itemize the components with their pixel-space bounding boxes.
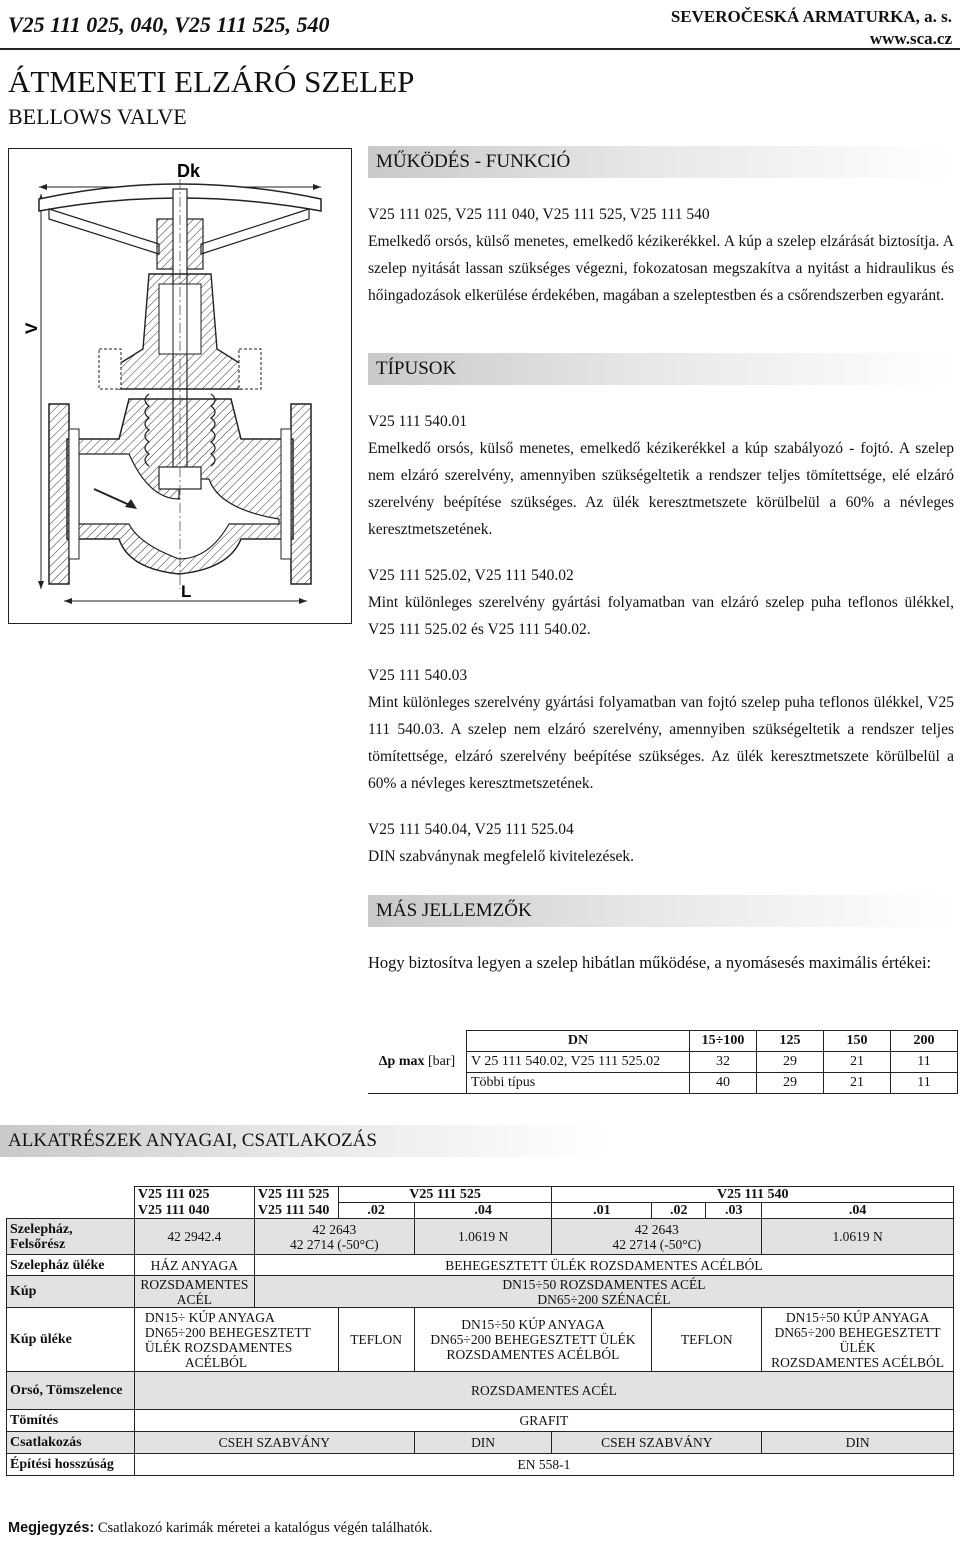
- col-header: .04: [762, 1203, 954, 1219]
- row-label: Építési hosszúság: [7, 1454, 135, 1476]
- section-other-heading: MÁS JELLEMZŐK: [368, 895, 952, 927]
- table-row: [7, 1454, 954, 1476]
- row-label: Szelepház üléke: [7, 1255, 135, 1276]
- section-function-heading: MŰKÖDÉS - FUNKCIÓ: [368, 146, 952, 178]
- dim-l: L: [181, 582, 192, 601]
- table-row: [7, 1432, 954, 1454]
- col-header: .01: [552, 1203, 652, 1219]
- dim-dk: Dk: [177, 161, 201, 181]
- cell-value: 11: [891, 1052, 958, 1073]
- table-row: [7, 1410, 954, 1432]
- row-label: Kúp: [7, 1276, 135, 1308]
- valve-drawing: [8, 148, 352, 624]
- function-text: Emelkedő orsós, külső menetes, emelkedő kézikerékkel. A kúp a szelep elzárását biztosítja. A szelep nyitását lassan szükséges végezni, fokozatosan megszakítva a nyitást a hidraulikus és hőingadozások elkerülése érdekében, magában a szeleptestben és a csőrendszerben egyaránt.: [368, 233, 954, 304]
- dim-v: V: [22, 322, 41, 334]
- company-block: [671, 6, 952, 50]
- row-label: Szelepház, Felsőrész: [7, 1219, 135, 1255]
- cell-line: ACÉLBÓL: [184, 1354, 248, 1370]
- col-header: .03: [706, 1203, 762, 1219]
- cell-line: ROZSDAMENTES ACÉLBÓL: [446, 1347, 620, 1362]
- row-label: Többi típus: [467, 1073, 690, 1094]
- table-row: [7, 1255, 954, 1276]
- cell-value: CSEH SZABVÁNY: [552, 1432, 762, 1454]
- dn-value: 125: [757, 1031, 824, 1052]
- cell-value: HÁZ ANYAGA: [134, 1255, 254, 1276]
- dp-unit: [bar]: [428, 1053, 456, 1069]
- cell-value: 42 2942.4: [134, 1219, 254, 1255]
- company-website[interactable]: www.sca.cz: [869, 29, 952, 48]
- row-label: Csatlakozás: [7, 1432, 135, 1454]
- function-title: V25 111 025, V25 111 040, V25 111 525, V25 111 540: [368, 206, 710, 223]
- cell-value: [552, 1219, 762, 1255]
- cell-line: ROZSDAMENTES: [140, 1276, 249, 1292]
- type-title: V25 111 525.02, V25 111 540.02: [368, 567, 574, 584]
- cell-line: DN65÷200 BEHEGESZTETT ÜLÉK: [774, 1324, 941, 1355]
- type-text: Mint különleges szerelvény gyártási folyamatban van elzáró szelep puha teflonos ülékkel, V25 111 525.02 és V25 111 540.02.: [368, 594, 954, 638]
- row-label: V 25 111 540.02, V25 111 525.02: [467, 1052, 690, 1073]
- col-header: V25 111 025: [134, 1187, 254, 1203]
- col-header: .04: [414, 1203, 552, 1219]
- cell-value: TEFLON: [338, 1308, 414, 1372]
- product-codes: V25 111 025, 040, V25 111 525, 540: [8, 12, 330, 37]
- dn-value: 15÷100: [690, 1031, 757, 1052]
- cell-value: [254, 1276, 953, 1308]
- cell-line: 42 2714 (-50°C): [289, 1236, 379, 1252]
- cell-line: ROZSDAMENTES ACÉLBÓL: [771, 1354, 945, 1370]
- cell-line: 42 2714 (-50°C): [612, 1236, 702, 1252]
- cell-value: [762, 1308, 954, 1372]
- col-header: V25 111 540: [254, 1203, 338, 1219]
- cell-value: 29: [757, 1052, 824, 1073]
- cell-line: DN65÷200 BEHEGESZTETT: [144, 1324, 311, 1340]
- cell-value: EN 558-1: [134, 1454, 953, 1476]
- type-text: Emelkedő orsós, külső menetes, emelkedő kézikerékkel a kúp szabályozó - fojtó. A szelep nem elzáró szerelvény, amennyiben szükségeltetik a rendszer teljes tömítettsége, elé elzáró szerelvény beépítése szükséges. Az ülék keresztmetszete körülbelül a 60% a névleges keresztmetszetének.: [368, 440, 954, 538]
- function-text-block: [368, 201, 954, 309]
- type-item: [368, 816, 954, 870]
- materials-table: [6, 1186, 954, 1476]
- cell-line: 42 2643: [634, 1221, 679, 1237]
- pressure-drop-table: [368, 1030, 958, 1094]
- row-label: Kúp üléke: [7, 1308, 135, 1372]
- cell-line: DN15÷50 KÚP ANYAGA: [461, 1317, 605, 1332]
- cell-value: GRAFIT: [134, 1410, 953, 1432]
- row-label: Orsó, Tömszelence: [7, 1372, 135, 1410]
- row-label: Tömítés: [7, 1410, 135, 1432]
- col-header: V25 111 040: [134, 1203, 254, 1219]
- type-text: Mint különleges szerelvény gyártási folyamatban van fojtó szelep puha teflonos ülékkel, V25 111 540.03. A szelep nem elzáró szerelvény, amennyiben szükségeltetik a rendszer teljes tömítettsége, elzáró szerelvény beépítése szükséges. Az ülék keresztmetszete körülbelül a 60% a névleges keresztmetszetének.: [368, 694, 954, 792]
- type-item: [368, 662, 954, 797]
- cell-line: DN15÷50 ROZSDAMENTES ACÉL: [502, 1276, 706, 1292]
- section-types-heading: TÍPUSOK: [368, 353, 952, 385]
- dn-value: 150: [824, 1031, 891, 1052]
- table-row: [7, 1308, 954, 1372]
- section-materials-heading: ALKATRÉSZEK ANYAGAI, CSATLAKOZÁS: [0, 1125, 608, 1157]
- footnote: [8, 1520, 432, 1537]
- dn-header: DN: [467, 1031, 690, 1052]
- cell-value: BEHEGESZTETT ÜLÉK ROZSDAMENTES ACÉLBÓL: [254, 1255, 953, 1276]
- table-row: [7, 1219, 954, 1255]
- cell-value: TEFLON: [652, 1308, 762, 1372]
- cell-line: DN65÷200 BEHEGESZTETT ÜLÉK: [430, 1332, 636, 1347]
- cell-value: 1.0619 N: [414, 1219, 552, 1255]
- cell-line: ÜLÉK ROZSDAMENTES: [144, 1339, 293, 1355]
- col-header: V25 111 525: [254, 1187, 338, 1203]
- cell-value: [254, 1219, 414, 1255]
- type-item: [368, 408, 954, 543]
- table-row: [7, 1276, 954, 1308]
- cell-value: [414, 1308, 652, 1372]
- type-text: DIN szabványnak megfelelő kivitelezések.: [368, 848, 634, 865]
- cell-value: 11: [891, 1073, 958, 1094]
- cell-value: 29: [757, 1073, 824, 1094]
- table-row: [7, 1372, 954, 1410]
- type-item: [368, 562, 954, 643]
- cell-value: 21: [824, 1073, 891, 1094]
- page-title: ÁTMENETI ELZÁRÓ SZELEP: [8, 64, 415, 99]
- note-label: Megjegyzés:: [8, 1520, 95, 1536]
- type-title: V25 111 540.03: [368, 667, 468, 684]
- cell-value: ROZSDAMENTES ACÉL: [134, 1372, 953, 1410]
- company-name: SEVEROČESKÁ ARMATURKA, a. s.: [670, 7, 952, 26]
- col-header: V25 111 525: [338, 1187, 552, 1203]
- other-text: Hogy biztosítva legyen a szelep hibátlan működése, a nyomásesés maximális értékei:: [368, 953, 932, 972]
- cell-value: 1.0619 N: [762, 1219, 954, 1255]
- cell-value: 40: [690, 1073, 757, 1094]
- cell-value: 21: [824, 1052, 891, 1073]
- cell-line: DN15÷50 KÚP ANYAGA: [785, 1309, 930, 1325]
- cell-value: 32: [690, 1052, 757, 1073]
- header-divider: [0, 48, 960, 50]
- col-header: V25 111 540: [552, 1187, 954, 1203]
- cell-line: ACÉL: [176, 1291, 212, 1307]
- type-title: V25 111 540.04, V25 111 525.04: [368, 821, 574, 838]
- valve-cross-section: [9, 149, 351, 623]
- cell-value: CSEH SZABVÁNY: [134, 1432, 414, 1454]
- table-row: [7, 1187, 954, 1203]
- cell-value: [134, 1308, 338, 1372]
- table-row: [368, 1031, 958, 1052]
- cell-value: DIN: [762, 1432, 954, 1454]
- dp-symbol: Δp max: [378, 1053, 425, 1069]
- cell-line: DN65÷200 SZÉNACÉL: [537, 1291, 671, 1307]
- note-text: Csatlakozó karimák méretei a katalógus végén találhatók.: [97, 1520, 433, 1536]
- col-header: .02: [338, 1203, 414, 1219]
- cell-value: DIN: [414, 1432, 552, 1454]
- dn-value: 200: [891, 1031, 958, 1052]
- col-header: .02: [652, 1203, 706, 1219]
- page-subtitle: BELLOWS VALVE: [8, 104, 187, 129]
- table-row: [7, 1203, 954, 1219]
- cell-value: [134, 1276, 254, 1308]
- cell-line: 42 2643: [312, 1221, 357, 1237]
- type-title: V25 111 540.01: [368, 413, 468, 430]
- cell-line: DN15÷ KÚP ANYAGA: [144, 1309, 275, 1325]
- dp-label-cell: [368, 1031, 467, 1094]
